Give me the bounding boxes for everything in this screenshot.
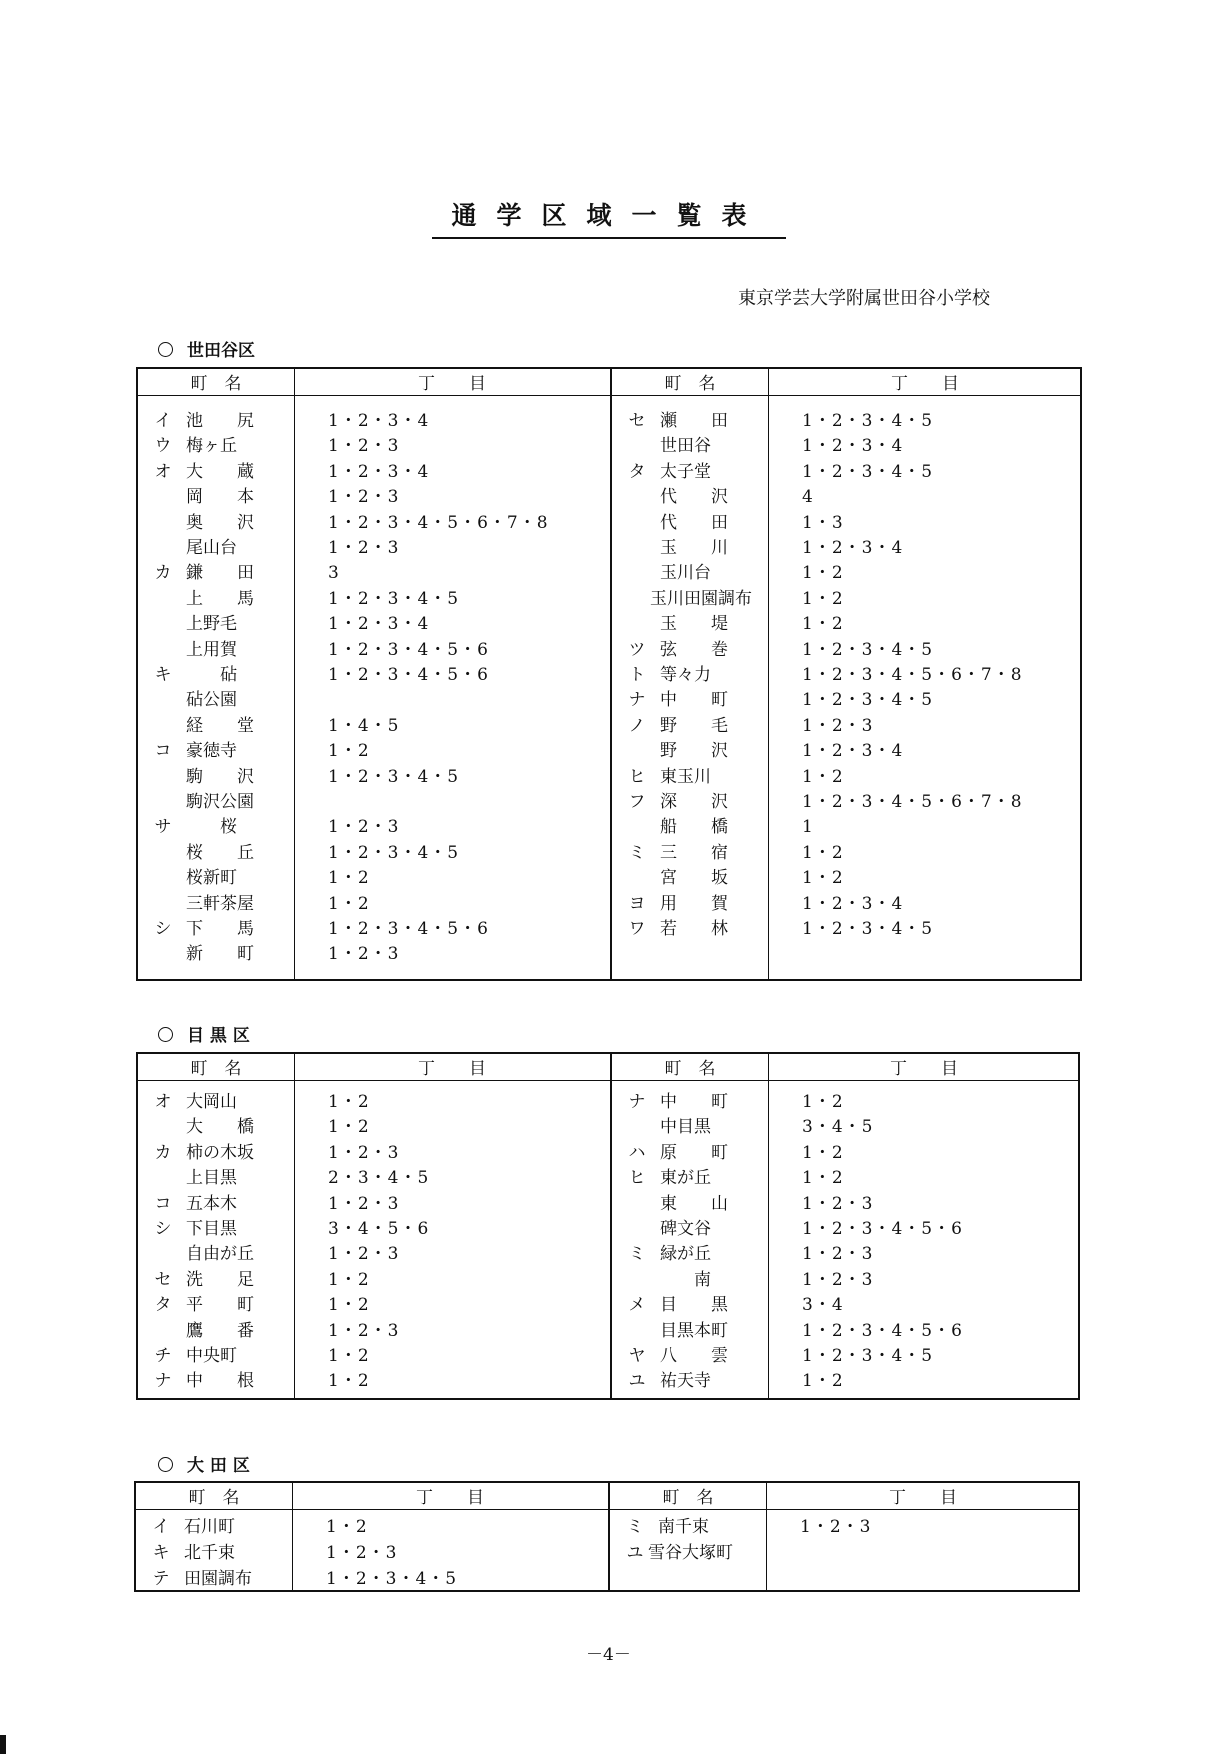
chome-list: 1・2・3 (326, 1543, 398, 1563)
town-name: 世田谷 (660, 436, 711, 457)
table-row (138, 765, 610, 790)
chome-list: 1・2・3 (328, 1193, 400, 1214)
table-row (612, 815, 1082, 840)
table-row (612, 1319, 1080, 1344)
chome-list: 1・2 (328, 1346, 370, 1366)
town-name: 太子堂 (660, 461, 711, 482)
section-name: 大 田 区 (187, 1456, 250, 1476)
table-header (138, 1054, 610, 1081)
town-name: 三 宿 (660, 842, 728, 863)
table-row (612, 536, 1082, 561)
district-table (134, 1481, 1080, 1592)
town-name: 豪徳寺 (186, 741, 237, 762)
header-town: 町 名 (190, 374, 242, 394)
chome-list: 1・2・3・4・5 (802, 919, 934, 939)
town-name: 八 雲 (660, 1346, 728, 1366)
town-name: 代 田 (660, 512, 728, 533)
kana-index: ハ (628, 1142, 646, 1163)
town-name: 南 (660, 1269, 711, 1290)
town-name: 宮 坂 (660, 868, 728, 889)
table-column-group (136, 1483, 608, 1590)
table-row (612, 409, 1082, 434)
town-name: 目黒本町 (660, 1320, 728, 1341)
chome-list: 1・2・3・4・5 (802, 1346, 934, 1366)
table-header (136, 1483, 608, 1510)
chome-list: 1・2 (328, 868, 370, 889)
chome-list: 1・2・3 (802, 715, 874, 736)
table-row (138, 1090, 610, 1115)
chome-list: 1・2・3・4・5・6 (328, 919, 489, 939)
chome-list: 3 (328, 563, 340, 584)
chome-list: 1・2 (802, 614, 844, 635)
town-name: 南千束 (658, 1517, 709, 1537)
town-name: 桜新町 (186, 868, 237, 889)
table-row (138, 1242, 610, 1267)
table-row (612, 841, 1082, 866)
kana-index: セ (628, 411, 646, 431)
header-chome: 丁 目 (890, 1059, 958, 1079)
chome-list: 3・4・5・6 (328, 1219, 430, 1239)
table-header (612, 1054, 1080, 1081)
town-name: 緑が丘 (660, 1244, 711, 1265)
chome-list: 1・2・3 (800, 1517, 872, 1537)
town-name: 代 沢 (660, 487, 728, 508)
town-name: 尾山台 (186, 538, 237, 558)
town-name: 野 沢 (660, 741, 728, 762)
scan-edge-mark (0, 1735, 6, 1754)
chome-list: 1・2・3 (328, 436, 400, 457)
chome-list: 1・2・3 (328, 1244, 400, 1265)
chome-list: 1・2・3 (802, 1193, 874, 1214)
table-row (138, 841, 610, 866)
table-row (610, 1515, 1080, 1540)
table-row (138, 1319, 610, 1344)
kana-index: ヤ (628, 1346, 646, 1366)
kana-index: ヒ (628, 1168, 646, 1189)
chome-list: 1・2・3・4・5・6・7・8 (802, 665, 1023, 685)
town-name: 経 堂 (186, 715, 254, 736)
chome-list: 1・2 (802, 588, 844, 609)
chome-list: 4 (802, 487, 814, 508)
header-town: 町 名 (664, 374, 716, 394)
town-name: 新 町 (186, 944, 254, 965)
table-row (612, 587, 1082, 612)
table-row (612, 1344, 1080, 1369)
chome-list: 1・2 (328, 1117, 370, 1138)
town-name: 中目黒 (660, 1117, 711, 1138)
chome-list: 1 (802, 817, 814, 838)
table-row (138, 511, 610, 536)
kana-index: コ (154, 741, 172, 762)
page-number: －4－ (586, 1645, 631, 1665)
kana-index: チ (154, 1346, 172, 1366)
header-chome: 丁 目 (889, 1488, 957, 1508)
chome-list: 1・2 (802, 1092, 844, 1112)
kana-index: テ (152, 1569, 170, 1589)
table-row (612, 1090, 1080, 1115)
table-row (136, 1515, 608, 1540)
chome-list: 1・2 (802, 563, 844, 584)
chome-list: 1・2・3・4・5・6 (328, 639, 489, 660)
table-row (138, 1192, 610, 1217)
table-row (138, 1115, 610, 1140)
table-header (610, 1483, 1080, 1510)
chome-list: 1・2・3・4 (328, 614, 430, 635)
district-table (136, 1052, 1080, 1400)
kana-index: ユ (628, 1371, 646, 1392)
table-row (138, 1166, 610, 1191)
kana-index: ミ (628, 1244, 646, 1265)
town-name: 上用賀 (186, 639, 237, 660)
town-name: 中 町 (660, 1092, 728, 1112)
town-name: 池 尻 (186, 411, 254, 431)
town-name: 砧 (186, 665, 237, 685)
kana-index: タ (154, 1295, 172, 1316)
town-name: 下 馬 (186, 919, 254, 939)
town-name: 等々力 (660, 665, 711, 685)
town-name: 梅ヶ丘 (186, 436, 237, 457)
chome-list: 1・2 (802, 842, 844, 863)
table-row (612, 1242, 1080, 1267)
table-row (612, 1268, 1080, 1293)
section-heading (158, 336, 255, 361)
kana-index: ミ (626, 1517, 644, 1537)
town-name: 目 黒 (660, 1295, 728, 1316)
table-row (612, 765, 1082, 790)
chome-list: 1・2・3 (328, 538, 400, 558)
table-row (138, 688, 610, 713)
table-row (612, 663, 1082, 688)
town-name: 駒 沢 (186, 766, 254, 787)
chome-list: 1・2 (328, 893, 370, 914)
chome-list: 1・2・3・4・5・6 (802, 1320, 963, 1341)
town-name: 玉 堤 (660, 614, 728, 635)
table-row (612, 892, 1082, 917)
kana-index: ウ (154, 436, 172, 457)
table-row (138, 1217, 610, 1242)
organization-name: 東京学芸大学附属世田谷小学校 (738, 288, 990, 309)
town-name: 用 賀 (660, 893, 728, 914)
header-town: 町 名 (664, 1059, 716, 1079)
table-row (612, 790, 1082, 815)
chome-list: 1・2・3・4・5 (328, 766, 460, 787)
kana-index: ミ (628, 842, 646, 863)
table-row (138, 434, 610, 459)
section-heading (158, 1021, 250, 1046)
table-row (138, 561, 610, 586)
town-name: 野 毛 (660, 715, 728, 736)
town-name: 東が丘 (660, 1168, 711, 1189)
table-row (612, 1192, 1080, 1217)
town-name: 中 根 (186, 1371, 254, 1392)
town-name: 祐天寺 (660, 1371, 711, 1392)
kana-index: ヒ (628, 766, 646, 787)
town-name: 鎌 田 (186, 563, 254, 584)
chome-list: 1・2・3・4・5・6 (802, 1219, 963, 1239)
town-name: 上 馬 (186, 588, 254, 609)
table-row (612, 434, 1082, 459)
town-name: 雪谷大塚町 (648, 1543, 733, 1563)
kana-index: ツ (628, 639, 646, 660)
table-row (138, 790, 610, 815)
chome-list: 1・2・3 (328, 1142, 400, 1163)
kana-index: コ (154, 1193, 172, 1214)
town-name: 桜 (186, 817, 237, 838)
town-name: 岡 本 (186, 487, 254, 508)
table-row (612, 1115, 1080, 1140)
table-row (138, 739, 610, 764)
chome-list: 1・2・3・4 (802, 741, 904, 762)
chome-list: 1・2・3・4 (328, 411, 430, 431)
chome-list: 1・2 (328, 1371, 370, 1392)
kana-index: イ (154, 411, 172, 431)
kana-index: キ (152, 1543, 170, 1563)
chome-list: 1・2・3 (802, 1244, 874, 1265)
header-chome: 丁 目 (891, 374, 959, 394)
town-name: 船 橋 (660, 817, 728, 838)
kana-index: ナ (628, 690, 646, 711)
chome-list: 1・2 (802, 1371, 844, 1392)
chome-list: 1・2・3・4・5 (326, 1569, 458, 1589)
table-row (612, 612, 1082, 637)
table-row (136, 1541, 608, 1566)
table-row (612, 638, 1082, 663)
town-name: 若 林 (660, 919, 728, 939)
town-name: 大 橋 (186, 1117, 254, 1138)
chome-list: 1・3 (802, 512, 844, 533)
section-name: 目 黒 区 (187, 1026, 250, 1046)
chome-list: 1・2・3・4・5・6・7・8 (328, 512, 549, 533)
town-name: 石川町 (184, 1517, 235, 1537)
chome-list: 1・2・3・4・5 (328, 842, 460, 863)
kana-index: シ (154, 1219, 172, 1239)
town-name: 柿の木坂 (186, 1142, 254, 1163)
kana-index: サ (154, 817, 172, 838)
chome-list: 1・2・3 (802, 1269, 874, 1290)
table-row (612, 1369, 1080, 1394)
town-name: 東 山 (660, 1193, 728, 1214)
town-name: 玉川台 (660, 563, 711, 584)
table-row (138, 942, 610, 967)
table-row (138, 409, 610, 434)
table-row (138, 1344, 610, 1369)
table-row (138, 1268, 610, 1293)
table-column-group (610, 1054, 1080, 1398)
chome-list: 1・2 (802, 766, 844, 787)
table-column-group (608, 1483, 1080, 1590)
chome-list: 1・2・3・4・5 (802, 411, 934, 431)
kana-index: カ (154, 563, 172, 584)
table-row (138, 866, 610, 891)
table-row (138, 663, 610, 688)
chome-list: 1・2 (802, 868, 844, 889)
table-row (136, 1567, 608, 1592)
town-name: 碑文谷 (660, 1219, 711, 1239)
kana-index: ナ (628, 1092, 646, 1112)
kana-index: フ (628, 792, 646, 812)
town-name: 上野毛 (186, 614, 237, 635)
chome-list: 1・2 (328, 741, 370, 762)
table-row (612, 1166, 1080, 1191)
chome-list: 1・2 (328, 1295, 370, 1316)
table-row (138, 587, 610, 612)
table-column-group (138, 1054, 610, 1398)
chome-list: 1・2・3・4 (802, 436, 904, 457)
town-name: 洗 足 (186, 1269, 254, 1290)
chome-list: 1・2 (802, 1168, 844, 1189)
table-row (138, 485, 610, 510)
town-name: 原 町 (660, 1142, 728, 1163)
kana-index: オ (154, 1092, 172, 1112)
table-header (612, 369, 1082, 396)
town-name: 中央町 (186, 1346, 237, 1366)
table-row (612, 485, 1082, 510)
table-row (138, 892, 610, 917)
chome-list: 1・2・3・4 (802, 538, 904, 558)
chome-list: 1・2・3・4・5・6・7・8 (802, 792, 1023, 812)
chome-list: 3・4・5 (802, 1117, 874, 1138)
table-row (612, 866, 1082, 891)
table-row (138, 536, 610, 561)
town-name: 玉 川 (660, 538, 728, 558)
town-name: 田園調布 (184, 1569, 252, 1589)
chome-list: 1・2・3・4 (802, 893, 904, 914)
circle-bullet-icon (158, 1457, 173, 1472)
chome-list: 1・2 (328, 1092, 370, 1112)
kana-index: キ (154, 665, 172, 685)
kana-index: カ (154, 1142, 172, 1163)
table-row (138, 1369, 610, 1394)
town-name: 駒沢公園 (186, 792, 254, 812)
kana-index: ヨ (628, 893, 646, 914)
chome-list: 1・2・3 (328, 944, 400, 965)
table-row (138, 1293, 610, 1318)
town-name: 鷹 番 (186, 1320, 254, 1341)
table-row (138, 638, 610, 663)
chome-list: 1・2・3・4・5 (328, 588, 460, 609)
header-chome: 丁 目 (418, 1059, 486, 1079)
kana-index: ト (628, 665, 646, 685)
chome-list: 1・2 (802, 1142, 844, 1163)
table-row (612, 1217, 1080, 1242)
kana-index: メ (628, 1295, 646, 1316)
kana-index: ノ (628, 715, 646, 736)
circle-bullet-icon (158, 342, 173, 357)
chome-list: 1・2・3・4・5 (802, 639, 934, 660)
table-row (612, 688, 1082, 713)
header-town: 町 名 (190, 1059, 242, 1079)
table-row (612, 714, 1082, 739)
town-name: 自由が丘 (186, 1244, 254, 1265)
district-table (136, 367, 1082, 981)
chome-list: 1・2・3 (328, 487, 400, 508)
table-row (138, 815, 610, 840)
header-town: 町 名 (188, 1488, 240, 1508)
header-chome: 丁 目 (418, 374, 486, 394)
table-row (612, 1141, 1080, 1166)
town-name: 平 町 (186, 1295, 254, 1316)
town-name: 弦 巻 (660, 639, 728, 660)
table-row (138, 714, 610, 739)
table-row (612, 561, 1082, 586)
table-row (612, 511, 1082, 536)
table-column-group (138, 369, 610, 979)
chome-list: 1・2・3・4・5・6 (328, 665, 489, 685)
town-name: 北千束 (184, 1543, 235, 1563)
town-name: 大岡山 (186, 1092, 237, 1112)
circle-bullet-icon (158, 1027, 173, 1042)
chome-list: 1・2 (326, 1517, 368, 1537)
table-row (612, 739, 1082, 764)
table-row (612, 460, 1082, 485)
kana-index: オ (154, 461, 172, 482)
chome-list: 1・2・3 (328, 1320, 400, 1341)
kana-index: ユ (626, 1543, 644, 1563)
town-name: 五本木 (186, 1193, 237, 1214)
kana-index: イ (152, 1517, 170, 1537)
section-heading (158, 1451, 250, 1476)
table-row (138, 612, 610, 637)
kana-index: ワ (628, 919, 646, 939)
town-name: 東玉川 (660, 766, 711, 787)
chome-list: 2・3・4・5 (328, 1168, 430, 1189)
town-name: 瀬 田 (660, 411, 728, 431)
town-name: 玉川田園調布 (650, 588, 752, 609)
header-town: 町 名 (662, 1488, 714, 1508)
table-column-group (610, 369, 1082, 979)
town-name: 大 蔵 (186, 461, 254, 482)
town-name: 三軒茶屋 (186, 893, 254, 914)
table-row (138, 460, 610, 485)
town-name: 奥 沢 (186, 512, 254, 533)
chome-list: 1・2・3 (328, 817, 400, 838)
kana-index: ナ (154, 1371, 172, 1392)
town-name: 下目黒 (186, 1219, 237, 1239)
table-row (138, 917, 610, 942)
kana-index: セ (154, 1269, 172, 1290)
kana-index: シ (154, 919, 172, 939)
kana-index: タ (628, 461, 646, 482)
town-name: 深 沢 (660, 792, 728, 812)
town-name: 中 町 (660, 690, 728, 711)
page-title: 通学区域一覧表 (432, 196, 786, 239)
table-row (612, 917, 1082, 942)
chome-list: 1・4・5 (328, 715, 400, 736)
chome-list: 1・2・3・4 (328, 461, 430, 482)
table-header (138, 369, 610, 396)
town-name: 上目黒 (186, 1168, 237, 1189)
town-name: 砧公園 (186, 690, 237, 711)
town-name: 桜 丘 (186, 842, 254, 863)
chome-list: 1・2・3・4・5 (802, 461, 934, 482)
header-chome: 丁 目 (416, 1488, 484, 1508)
chome-list: 1・2・3・4・5 (802, 690, 934, 711)
section-name: 世田谷区 (187, 341, 255, 361)
table-row (612, 1293, 1080, 1318)
chome-list: 3・4 (802, 1295, 844, 1316)
chome-list: 1・2 (328, 1269, 370, 1290)
table-row (610, 1541, 1080, 1566)
table-row (138, 1141, 610, 1166)
